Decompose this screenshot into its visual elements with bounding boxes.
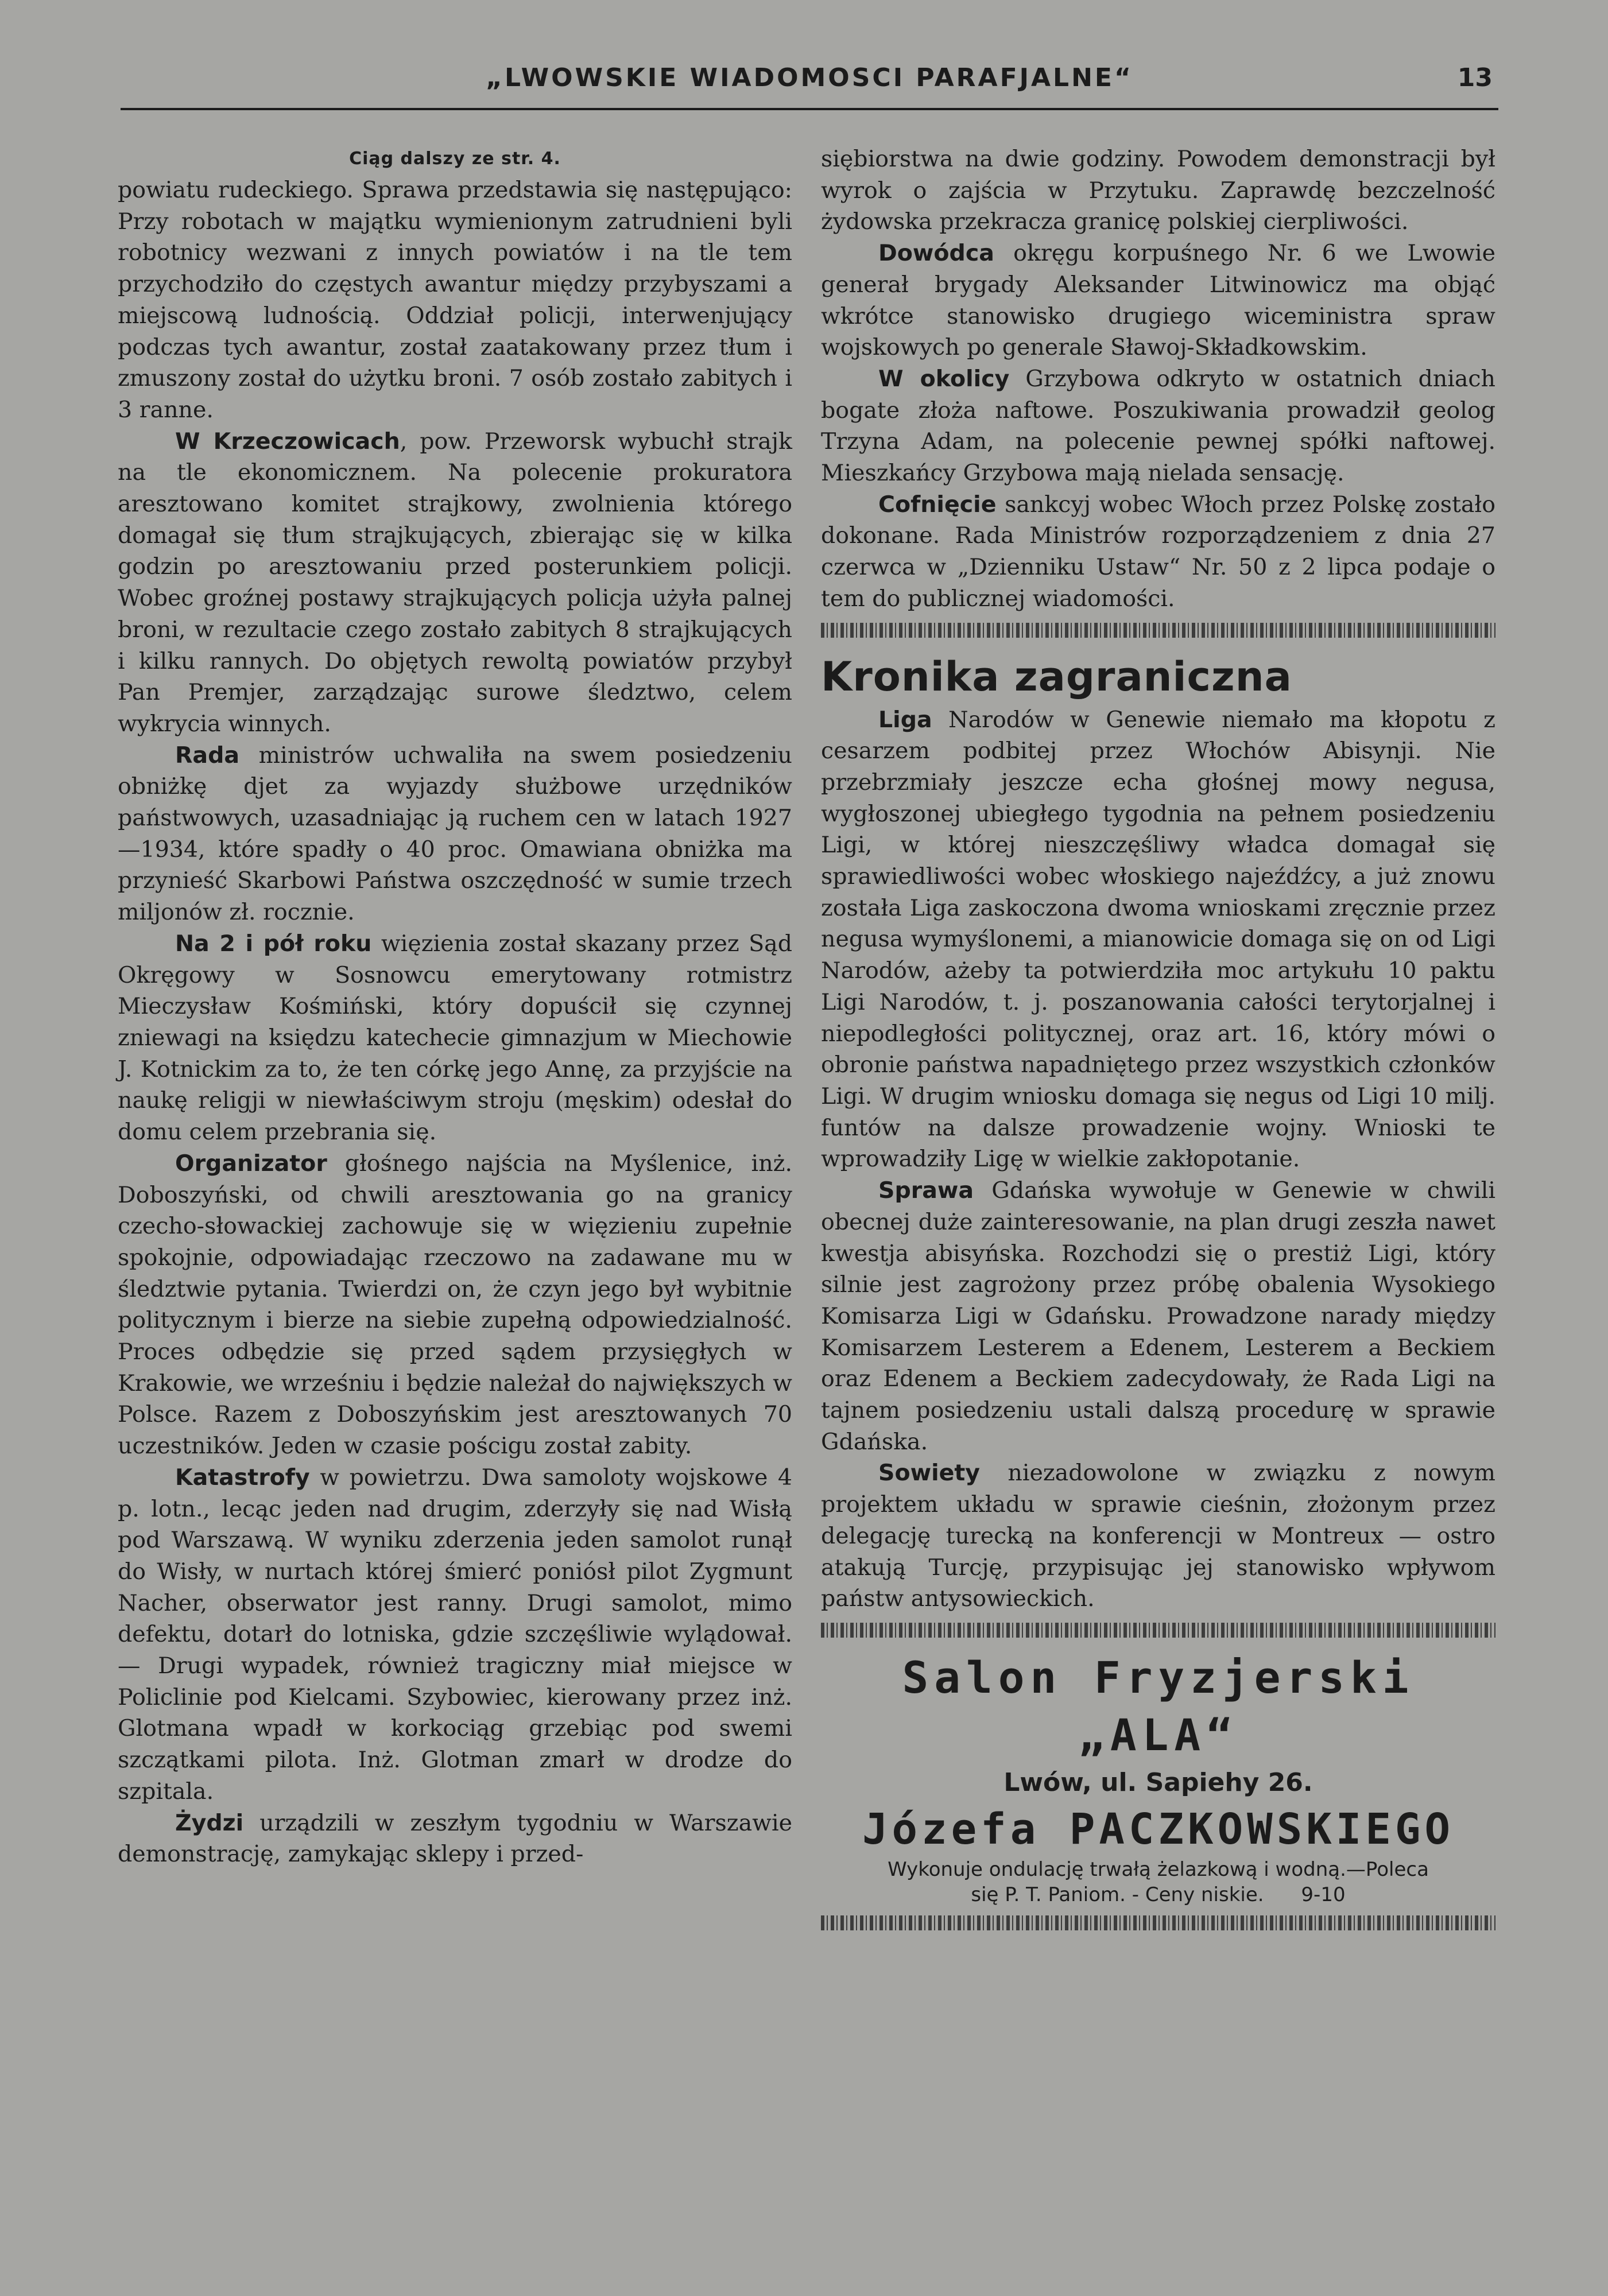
article-paragraph: Organizator głośnego najścia na Myślenice, inż. Doboszyński, od chwili aresztowania go na granicy czecho-słowackiej zachowuje się w więzieniu zupełnie spokojnie, odpowiadając rzeczowo na zadawane mu w śledztwie pytania. Twierdzi on, że czyn jego był wybitnie politycznym i bierze na siebie zupełną odpowiedzialność. Proces odbędzie się przed sądem przysięgłych w Krakowie, we wrześniu i będzie należał do największych w Polsce. Razem z Doboszyńskim jest aresztowanych 70 uczestników. Jeden w czasie pościgu został zabity. (118, 1150, 792, 1460)
article-paragraph: Na 2 i pół roku więzienia został skazany przez Sąd Okręgowy w Sosnowcu emerytowany rotmistrz Mieczysław Kośmiński, który dopuścił się czynnej zniewagi na księdzu katechecie gimnazjum w Miechowie J. Kotnickim za to, że ten córkę jego Annę, za przyjście na naukę religji w niewłaściwym stroju (męskim) odesłał do domu celem przebrania się. (118, 930, 792, 1146)
section-heading: Kronika zagraniczna (821, 653, 1292, 700)
continued-note: Ciąg dalszy ze str. 4. (349, 149, 561, 169)
salon-description: się P. T. Paniom. - Ceny niskie. 9-10 (971, 1883, 1346, 1906)
paragraph-lead: Dowódca (878, 240, 994, 267)
hair-salon-advertisement (821, 1649, 1495, 1907)
article-paragraph: Sowiety niezadowolone w związku z nowym projektem układu w sprawie cieśnin, złożonym przez delegację turecką na konferencji w Montreux — ostro atakują Turcję, przypisując jej stanowisko wpływom państw antysowieckich. (821, 1460, 1495, 1612)
paragraph-lead: W okolicy (878, 365, 1010, 392)
right-column (821, 144, 1495, 1942)
salon-address: Lwów, ul. Sapiehy 26. (1003, 1767, 1313, 1797)
article-paragraph: Liga Narodów w Genewie niemało ma kłopotu z cesarzem podbitej przez Włochów Abisynji. Nie przebrzmiały jeszcze echa głośnej mowy negusa, wygłoszonej ubiegłego tygodnia na pełnem posiedzeniu Ligi, w której nieszczęśliwy władca domagał się sprawiedliwości wobec włoskiego najeźdźcy, a już znowu została Liga zaskoczona dwoma wnioskami zręcznie przez negusa wymyślonemi, a mianowicie domaga się on od Ligi Narodów, ażeby ta potwierdziła moc artykułu 10 paktu Ligi Narodów, t. j. poszanowania całości terytorjalnej i niepodległości politycznej, oraz art. 16, który mówi o obronie państwa napadniętego przez wszystkich członków Ligi. W drugim wniosku domaga się negus od Ligi 10 milj. funtów na dalsze prowadzenie wojny. Wnioski te wprowadziły Ligę w wielkie zakłopotanie. (821, 706, 1495, 1173)
paragraph-lead: Cofnięcie (878, 491, 997, 518)
article-paragraph: powiatu rudeckiego. Sprawa przedstawia się następująco: Przy robotach w majątku wymienionym zatrudnieni byli robotnicy wezwani z innych powiatów i na tle tem przychodziło do częstych awantur między przybyszami a miejscową ludnością. Oddział policji, interwenjujący podczas tych awantur, został zaatakowany przez tłum i zmuszony został do użytku broni. 7 osób zostało zabitych i 3 ranne. (118, 177, 792, 423)
page-number: 13 (1457, 63, 1493, 92)
article-paragraph: Żydzi urządzili w zeszłym tygodniu w Warszawie demonstrację, zamykając sklepy i przed- (118, 1809, 792, 1868)
decorative-border (821, 1915, 1495, 1930)
paragraph-lead: Sprawa (878, 1177, 974, 1204)
paragraph-lead: Organizator (175, 1150, 327, 1177)
publication-title: „LWOWSKIE WIADOMOSCI PARAFJALNE“ (486, 63, 1133, 92)
article-paragraph: W okolicy Grzybowa odkryto w ostatnich dniach bogate złoża naftowe. Poszukiwania prowadził geolog Trzyna Adam, na polecenie pewnej spółki naftowej. Mieszkańcy Grzybowa mają nielada sensację. (821, 365, 1495, 487)
article-paragraph: Rada ministrów uchwaliła na swem posiedzeniu obniżkę djet za wyjazdy służbowe urzędników państwowych, uzasadniając ją ruchem cen w latach 1927—1934, które spadły o 40 proc. Omawiana obniżka ma przynieść Skarbowi Państwa oszczędność w sumie trzech miljonów zł. rocznie. (118, 742, 792, 926)
article-paragraph: W Krzeczowicach, pow. Przeworsk wybuchł strajk na tle ekonomicznem. Na polecenie prokuratora aresztowano komitet strajkowy, zwolnienia którego domagał się tłum strajkujących, zbierając się w kilka godzin po aresztowaniu przed posterunkiem policji. Wobec groźnej postawy strajkujących policja użyła palnej broni, w rezultacie czego zostało zabitych 8 strajkujących i kilku rannych. Do objętych rewoltą powiatów przybył Pan Premjer, zarządzając surowe śledztwo, celem wykrycia winnych. (118, 428, 792, 737)
salon-description: Wykonuje ondulację trwałą żelazkową i wodną.—Poleca (888, 1857, 1429, 1881)
paragraph-lead: Sowiety (878, 1460, 981, 1487)
paragraph-lead: Liga (878, 706, 932, 733)
article-paragraph: Dowódca okręgu korpuśnego Nr. 6 we Lwowie generał brygady Aleksander Litwinowicz ma objąć wkrótce stanowisko drugiego wiceministra spraw wojskowych po generale Sławoj-Składkowskim. (821, 240, 1495, 361)
paragraph-lead: Katastrofy (175, 1464, 310, 1491)
article-paragraph: siębiorstwa na dwie godziny. Powodem demonstracji był wyrok o zajścia w Przytuku. Zaprawdę bezczelność żydowska przekracza granicę polskiej cierpliwości. (821, 146, 1495, 235)
article-paragraph: Katastrofy w powietrzu. Dwa samoloty wojskowe 4 p. lotn., lecąc jeden nad drugim, zderzyły się nad Wisłą pod Warszawą. W wyniku zderzenia jeden samolot runął do Wisły, w nurtach której śmierć poniósł pilot Zygmunt Nacher, obserwator jest ranny. Drugi samolot, mimo defektu, dotarł do lotniska, gdzie szczęśliwie wylądował. — Drugi wypadek, również tragiczny miał miejsce w Policlinie pod Kielcami. Szybowiec, kierowany przez inż. Glotmana wpadł w korkociąg grzebiąc pod swemi szczątkami pilota. Inż. Glotman zmarł w drodze do szpitala. (118, 1464, 792, 1805)
paragraph-lead: W Krzeczowicach (175, 428, 400, 455)
paragraph-lead: Rada (175, 742, 240, 769)
paragraph-lead: Na 2 i pół roku (175, 930, 372, 957)
decorative-border (821, 623, 1495, 638)
running-header (121, 63, 1498, 109)
salon-owner: Józefa PACZKOWSKIEGO (862, 1804, 1455, 1854)
article-paragraph: Sprawa Gdańska wywołuje w Genewie w chwili obecnej duże zainteresowanie, na plan drugi zeszła nawet kwestja abisyńska. Rozchodzi się o prestiż Ligi, który silnie jest zagrożony przez próbę obalenia Wysokiego Komisarza Ligi w Gdańsku. Prowadzone narady między Komisarzem Lesterem a Edenem, Lesterem a Beckiem oraz Edenem a Beckiem zadecydowały, że Rada Ligi na tajnem posiedzeniu ustali dalszą procedurę w sprawie Gdańska. (821, 1177, 1495, 1455)
left-column (118, 144, 792, 1870)
decorative-border (821, 1623, 1495, 1638)
header-rule (121, 108, 1498, 110)
paragraph-lead: Żydzi (175, 1809, 244, 1836)
salon-name: Salon Fryzjerski „ALA“ (902, 1651, 1415, 1760)
article-paragraph: Cofnięcie sankcyj wobec Włoch przez Polskę zostało dokonane. Rada Ministrów rozporządzeniem z dnia 27 czerwca w „Dzienniku Ustaw“ Nr. 50 z 2 lipca podaje o tem do publicznej wiadomości. (821, 491, 1495, 612)
